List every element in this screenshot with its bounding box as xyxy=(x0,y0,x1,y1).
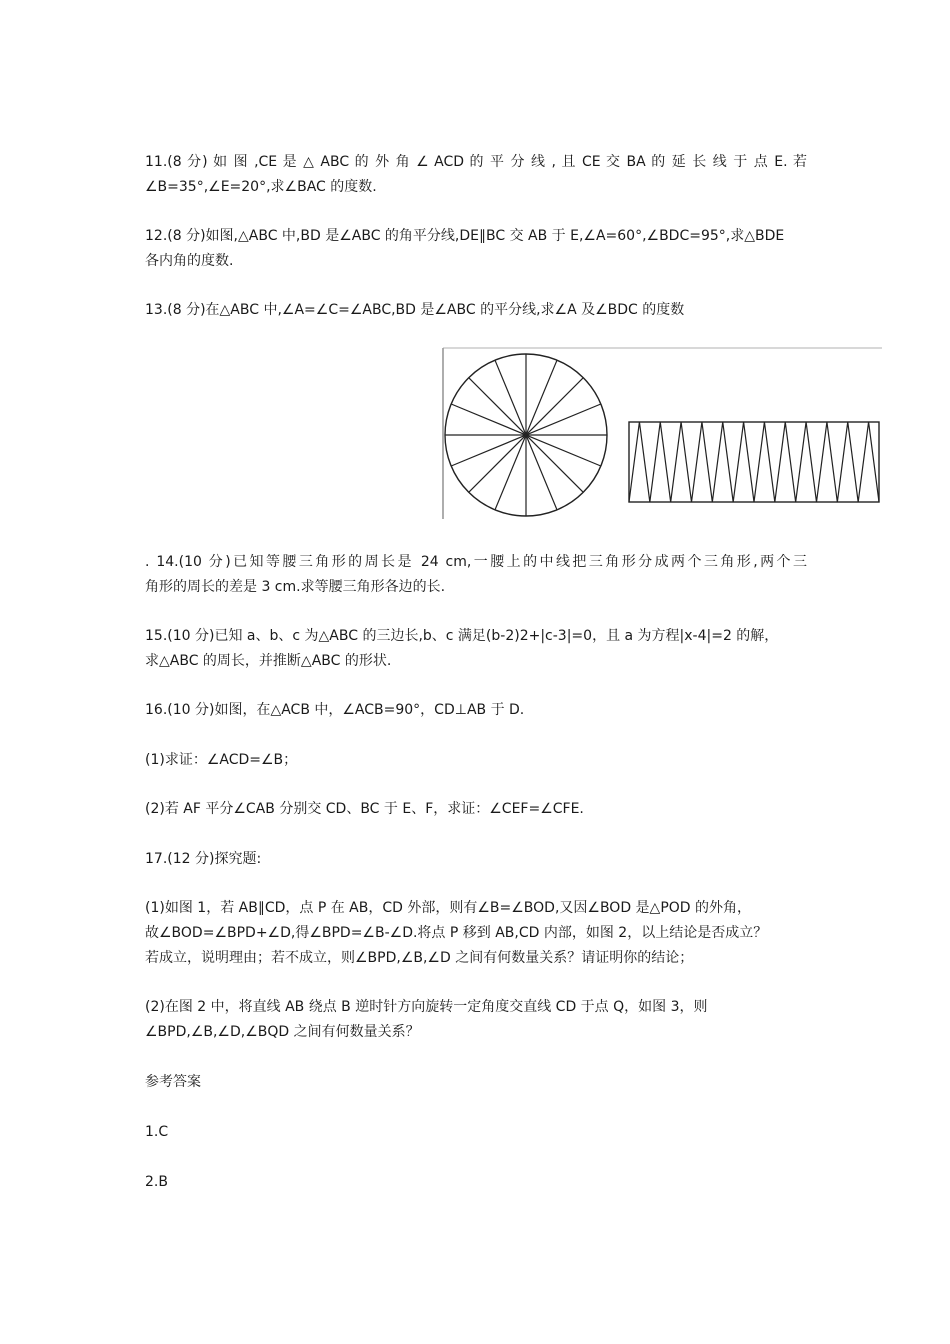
problem-12 xyxy=(145,224,807,274)
figure-svg xyxy=(442,347,882,519)
answers-heading xyxy=(145,1070,807,1095)
problem-11 xyxy=(145,150,807,200)
problem-13 xyxy=(145,298,807,323)
zigzag-sectors xyxy=(629,422,879,502)
problem-11-line-2: ∠B=35°,∠E=20°,求∠BAC 的度数. xyxy=(145,179,377,195)
problem-15-line-1: 15.(10 分)已知 a、b、c 为△ABC 的三边长,b、c 满足(b-2)2+|c-3|=0，且 a 为方程|x-4|=2 的解， xyxy=(145,628,779,644)
answers-heading-text: 参考答案 xyxy=(145,1074,201,1090)
problem-17-part-1-line-3: 若成立，说明理由；若不成立，则∠BPD,∠B,∠D 之间有何数量关系？请证明你的结论； xyxy=(145,950,694,966)
problem-17-part-2-line-1: (2)在图 2 中，将直线 AB 绕点 B 逆时针方向旋转一定角度交直线 CD 于点 Q，如图 3，则 xyxy=(145,999,708,1015)
problem-16-part-1 xyxy=(145,748,807,773)
rectangle-outline xyxy=(629,422,879,502)
problem-12-line-1: 12.(8 分)如图,△ABC 中,BD 是∠ABC 的角平分线,DE∥BC 交 AB 于 E,∠A=60°,∠BDC=95°,求△BDE xyxy=(145,228,785,244)
divided-circle xyxy=(445,354,607,516)
problem-13-line-1: 13.(8 分)在△ABC 中,∠A=∠C=∠ABC,BD 是∠ABC 的平分线,求∠A 及∠BDC 的度数 xyxy=(145,302,685,318)
problem-14-line-1: . 14.(10 分)已知等腰三角形的周长是 24 cm,一腰上的中线把三角形分成两个三角形,两个三 xyxy=(145,554,807,570)
problem-17-part-2-line-2: ∠BPD,∠B,∠D,∠BQD 之间有何数量关系？ xyxy=(145,1024,420,1040)
problem-11-line-1: 11.(8 分) 如 图 ,CE 是 △ ABC 的 外 角 ∠ ACD 的 平 分 线 , 且 CE 交 BA 的 延 长 线 于 点 E. 若 xyxy=(145,154,807,170)
rearranged-sectors-rectangle xyxy=(629,422,879,502)
problem-17-line-1: 17.(12 分)探究题: xyxy=(145,851,262,867)
answer-2: 2.B xyxy=(145,1174,168,1190)
problem-14 xyxy=(145,550,807,600)
problem-17-part-1 xyxy=(145,896,807,971)
problem-17-part-1-line-2: 故∠BOD=∠BPD+∠D,得∠BPD=∠B-∠D.将点 P 移到 AB,CD 内部，如图 2，以上结论是否成立？ xyxy=(145,925,768,941)
answer-item xyxy=(145,1120,807,1145)
problem-16-part-2 xyxy=(145,797,807,822)
problem-16 xyxy=(145,698,807,723)
problem-16-line-1: 16.(10 分)如图，在△ACB 中，∠ACB=90°，CD⊥AB 于 D. xyxy=(145,702,525,718)
problem-16-part-2-text: (2)若 AF 平分∠CAB 分别交 CD、BC 于 E、F，求证：∠CEF=∠CFE. xyxy=(145,801,584,817)
problem-17-part-1-line-1: (1)如图 1，若 AB∥CD，点 P 在 AB，CD 外部，则有∠B=∠BOD,又因∠BOD 是△POD 的外角， xyxy=(145,900,752,916)
answer-1: 1.C xyxy=(145,1124,169,1140)
problem-12-line-2: 各内角的度数. xyxy=(145,253,234,269)
sector-rearrangement-figure xyxy=(442,347,882,519)
problem-15-line-2: 求△ABC 的周长，并推断△ABC 的形状. xyxy=(145,653,392,669)
problem-15 xyxy=(145,624,807,674)
problem-14-line-2: 角形的周长的差是 3 cm.求等腰三角形各边的长. xyxy=(145,579,446,595)
problem-16-part-1-text: (1)求证：∠ACD=∠B； xyxy=(145,752,298,768)
problem-17-part-2 xyxy=(145,995,807,1045)
answer-item xyxy=(145,1170,807,1195)
problem-17 xyxy=(145,847,807,872)
